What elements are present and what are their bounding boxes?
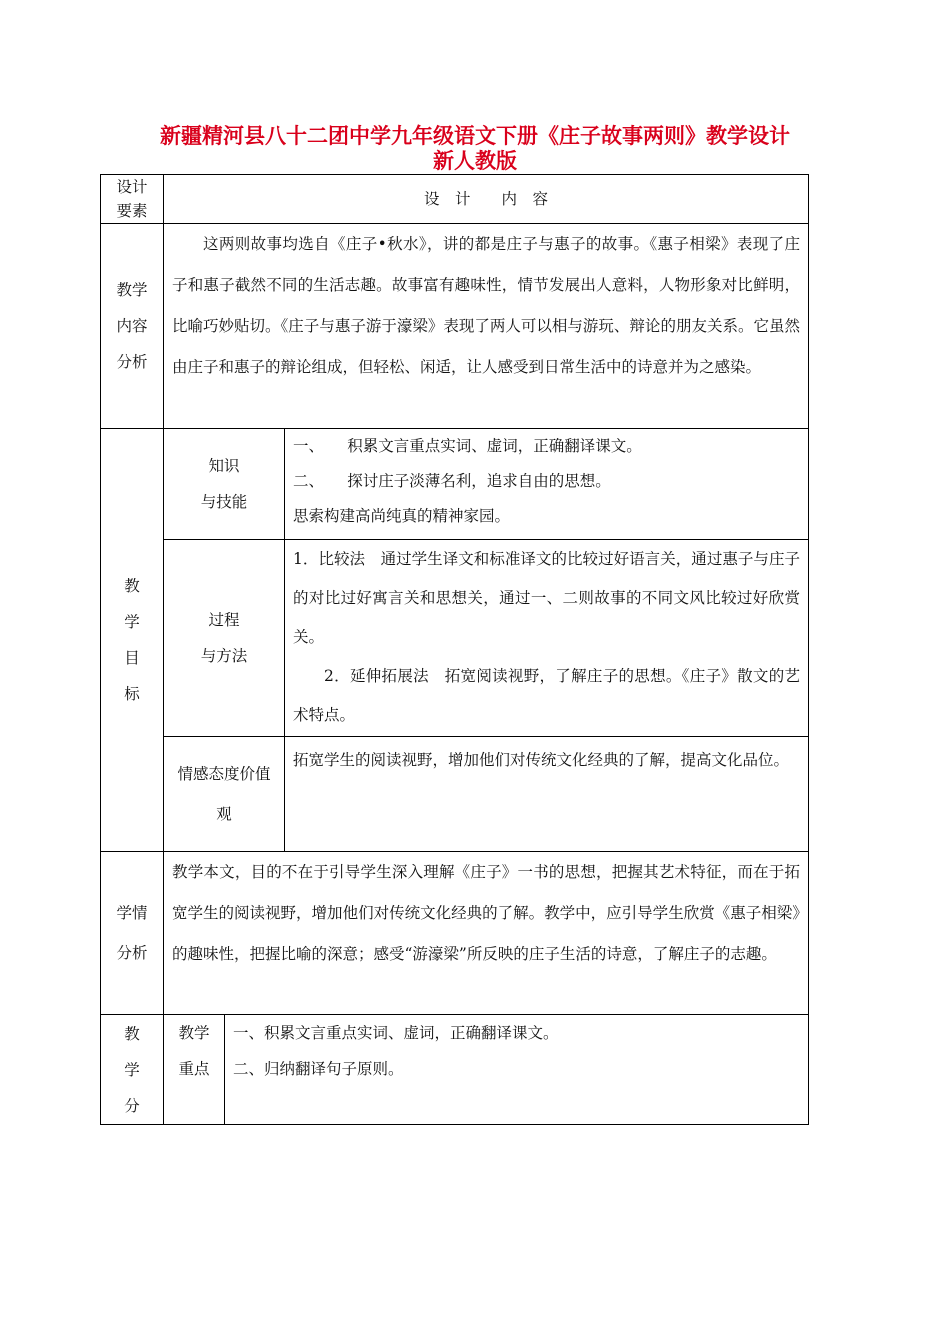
header-label-1: 设计 <box>116 178 148 196</box>
process-label-cell <box>163 539 285 737</box>
goals-label-cell <box>100 428 164 852</box>
emotion-label-1: 情感态度价值 <box>177 765 271 783</box>
key-point-1: 一、积累文言重点实词、虚词，正确翻译课文。 <box>233 1024 559 1042</box>
student-analysis-text: 教学本文，目的不在于引导学生深入理解《庄子》一书的思想，把握其艺术特征，而在于拓宽学生的阅读视野，增加他们对传统文化经典的了解。教学中，应引导学生欣赏《惠子相梁》的趣味性，把握比喻的深意；感受“游濠梁”所反映的庄子生活的诗意，了解庄子的志趣。 <box>172 863 800 963</box>
teaching-analysis-label-cell <box>100 1014 164 1125</box>
knowledge-label-cell <box>163 428 285 540</box>
knowledge-label-1: 知识 <box>208 457 240 475</box>
knowledge-item-1: 一、 积累文言重点实词、虚词，正确翻译课文。 <box>293 437 642 455</box>
knowledge-text-cell <box>284 428 809 540</box>
process-text-cell <box>284 539 809 737</box>
content-analysis-label-cell <box>100 223 164 429</box>
key-points-label-1: 教学 <box>178 1024 210 1042</box>
document-title-line2: 新人教版 <box>433 148 517 173</box>
goals-label-3: 目 <box>124 649 140 667</box>
document-title-line1: 新疆精河县八十二团中学九年级语文下册《庄子故事两则》教学设计 <box>160 123 790 148</box>
student-analysis-text-cell <box>163 851 809 1015</box>
process-paragraph-1: 1．比较法 通过学生译文和标准译文的比较过好语言关，通过惠子与庄子的对比过好寓言关和思想关，通过一、二则故事的不同文风比较过好欣赏关。 <box>293 550 800 646</box>
process-label-1: 过程 <box>208 611 240 629</box>
process-label-2: 与方法 <box>200 647 248 665</box>
key-point-2: 二、归纳翻译句子原则。 <box>233 1060 404 1078</box>
key-points-label-cell <box>163 1014 225 1125</box>
goals-label-4: 标 <box>124 685 140 703</box>
key-points-text-cell <box>224 1014 809 1125</box>
content-analysis-text: 这两则故事均选自《庄子•秋水》，讲的都是庄子与惠子的故事。《惠子相梁》表现了庄子和惠子截然不同的生活志趣。故事富有趣味性，情节发展出人意料，人物形象对比鲜明，比喻巧妙贴切。《庄子与惠子游于濠梁》表现了两人可以相与游玩、辩论的朋友关系。它虽然由庄子和惠子的辩论组成，但轻松、闲适，让人感受到日常生活中的诗意并为之感染。 <box>172 235 800 376</box>
emotion-label-cell <box>163 736 285 852</box>
emotion-label-2: 观 <box>216 805 232 823</box>
goals-label-2: 学 <box>124 613 140 631</box>
content-analysis-text-cell <box>163 223 809 429</box>
emotion-text-cell <box>284 736 809 852</box>
content-analysis-label-2: 内容 <box>116 317 148 335</box>
student-analysis-label-2: 分析 <box>116 944 148 962</box>
emotion-text: 拓宽学生的阅读视野，增加他们对传统文化经典的了解，提高文化品位。 <box>293 751 790 769</box>
goals-label-1: 教 <box>124 577 140 595</box>
header-content-label: 设 计 内 容 <box>423 190 548 208</box>
header-label-cell <box>100 174 164 224</box>
teaching-analysis-label-1: 教 <box>124 1024 140 1043</box>
knowledge-label-2: 与技能 <box>200 493 248 511</box>
content-analysis-label-3: 分析 <box>116 353 148 371</box>
teaching-analysis-label-2: 学 <box>124 1060 140 1079</box>
knowledge-item-2: 二、 探讨庄子淡薄名利，追求自由的思想。 <box>293 472 611 490</box>
header-content-cell <box>163 174 809 224</box>
knowledge-item-3: 思索构建高尚纯真的精神家园。 <box>293 507 511 525</box>
key-points-label-2: 重点 <box>178 1060 210 1078</box>
content-analysis-label-1: 教学 <box>116 281 148 299</box>
student-analysis-label-cell <box>100 851 164 1015</box>
student-analysis-label-1: 学情 <box>116 904 148 922</box>
process-paragraph-2: 2．延伸拓展法 拓宽阅读视野，了解庄子的思想。《庄子》散文的艺术特点。 <box>293 667 800 724</box>
header-label-2: 要素 <box>116 202 148 220</box>
teaching-analysis-label-3: 分 <box>124 1096 140 1115</box>
